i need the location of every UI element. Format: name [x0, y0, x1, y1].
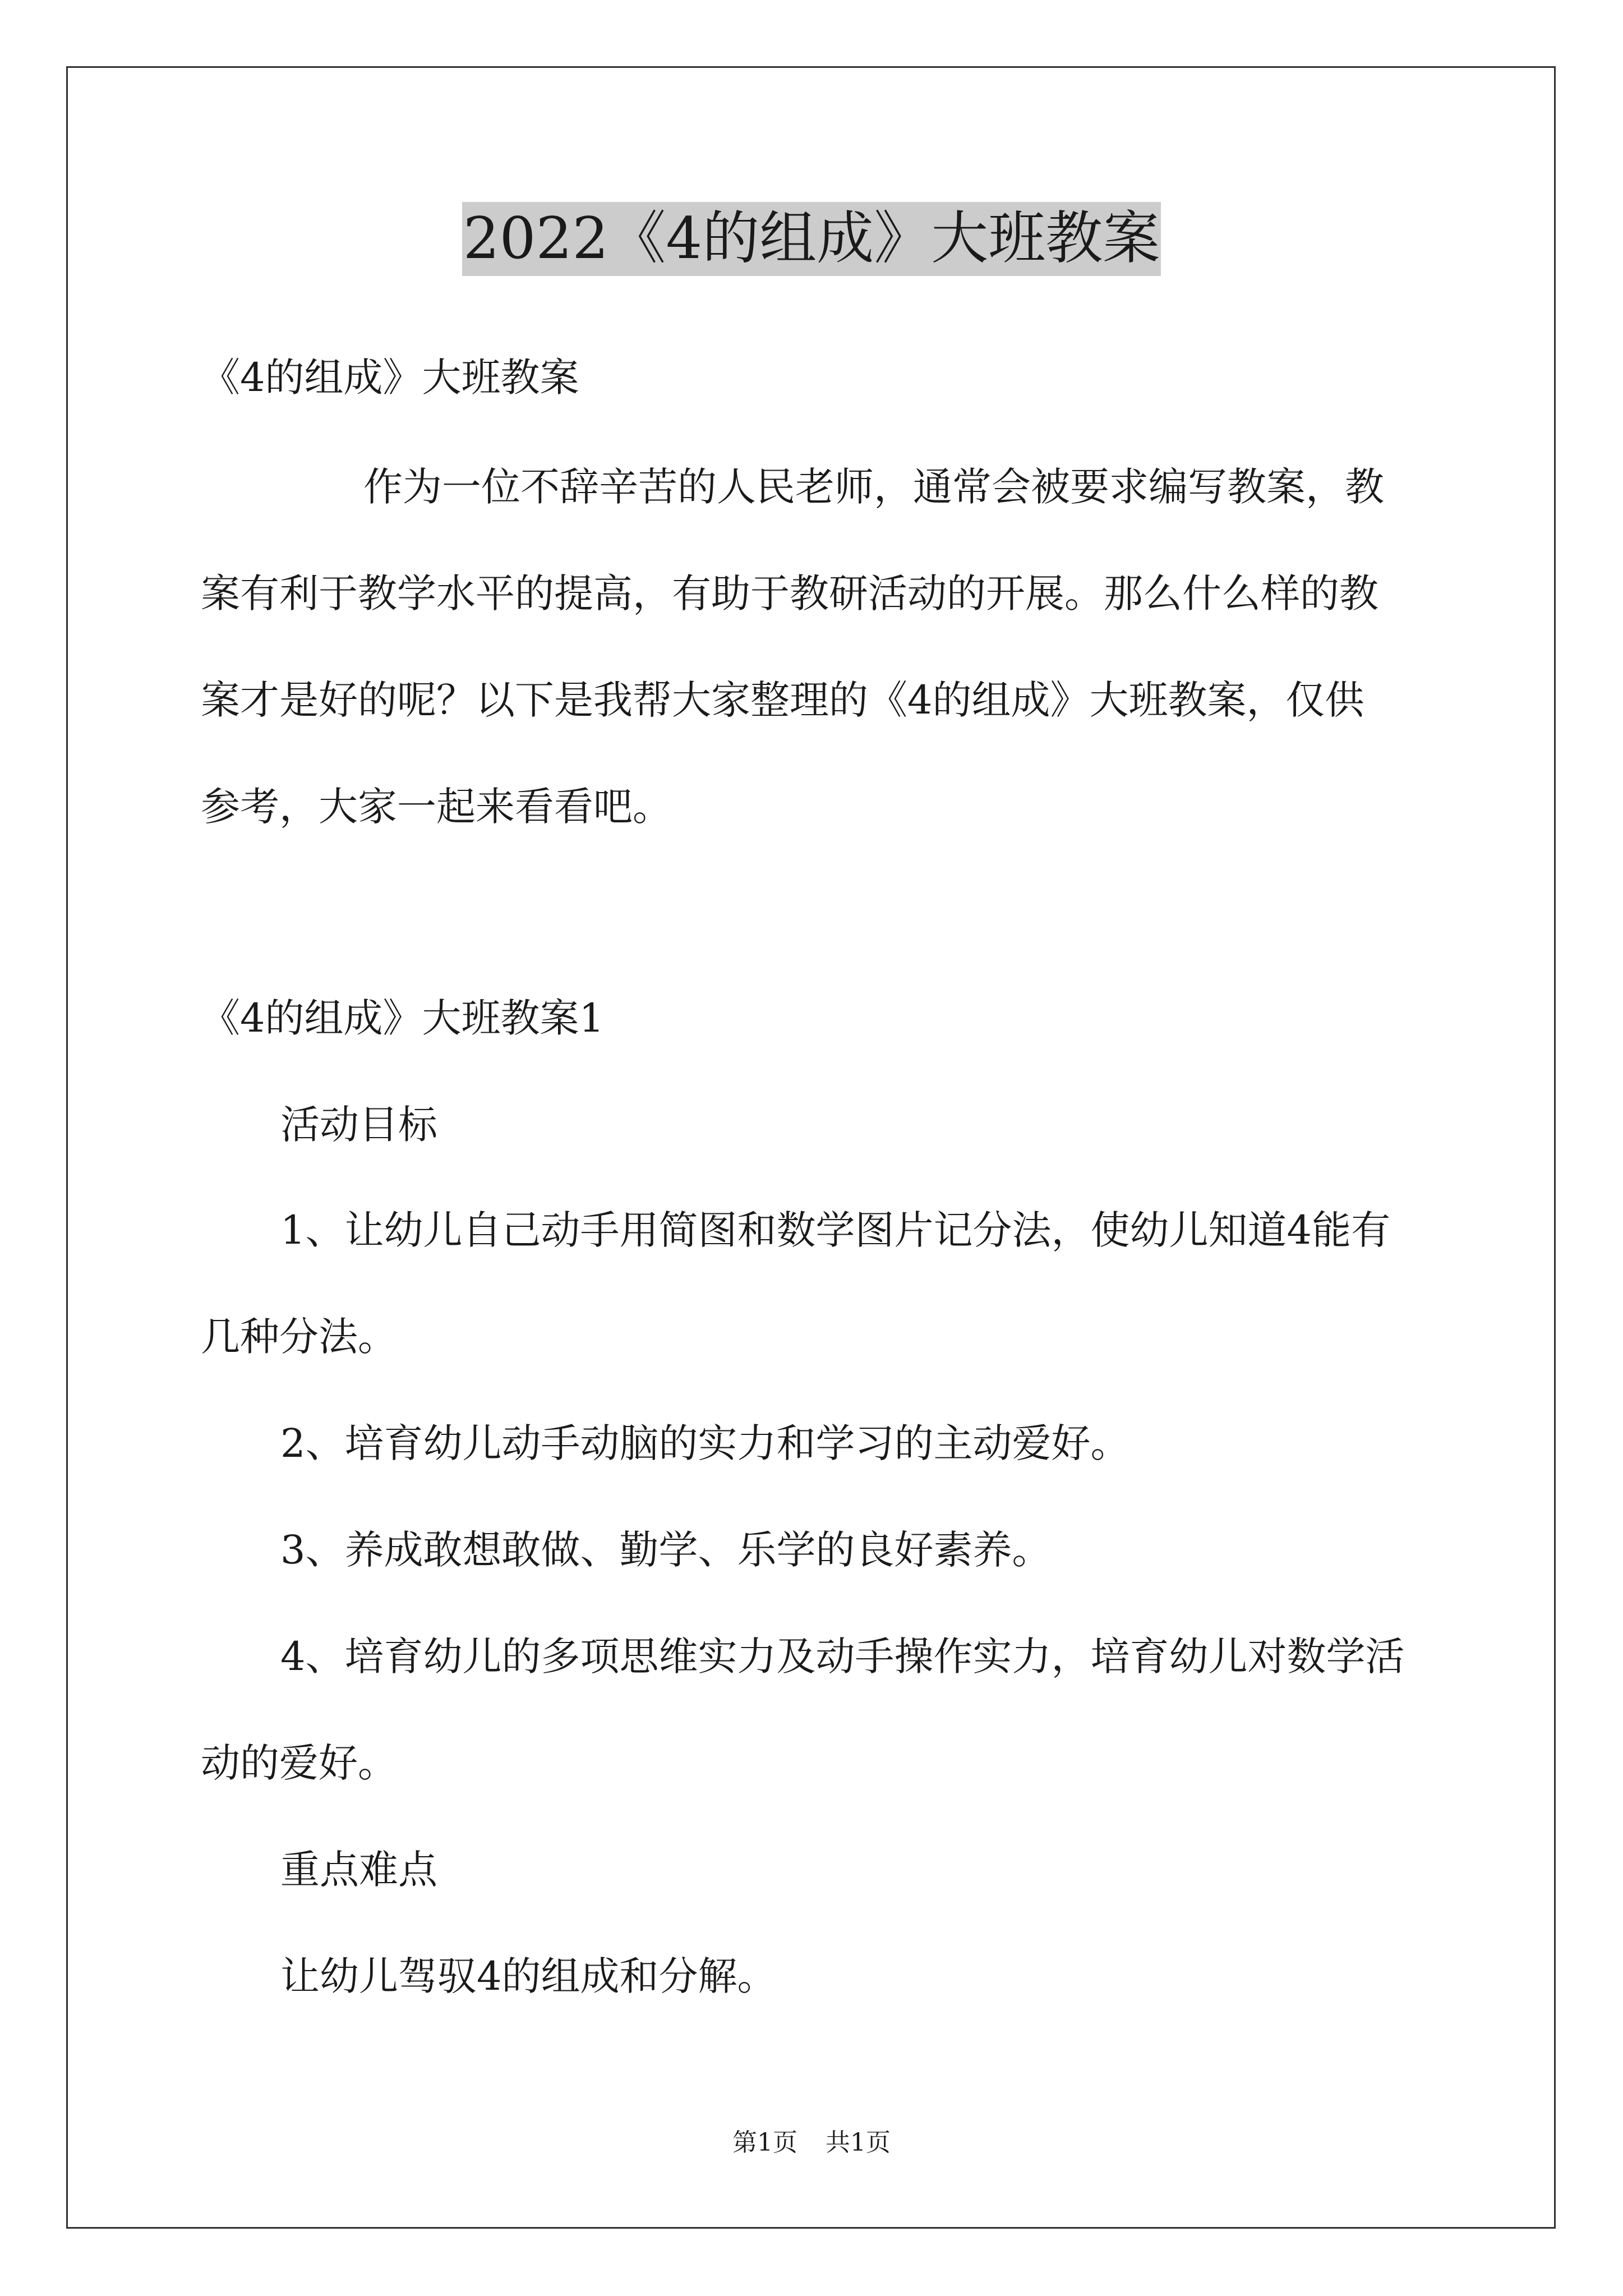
document-subtitle: 《4的组成》大班教案	[201, 355, 579, 401]
page-footer	[0, 2126, 1623, 2160]
title-container	[0, 202, 1623, 276]
key-points-heading: 重点难点	[280, 1847, 437, 1893]
key-points-text: 让幼儿驾驭4的组成和分解。	[280, 1953, 777, 1999]
intro-line-2: 案有利于教学水平的提高，有助于教研活动的开展。那么什么样的教	[201, 570, 1378, 616]
section-title: 《4的组成》大班教案1	[201, 995, 605, 1041]
goal-4-line-1: 4、培育幼儿的多项思维实力及动手操作实力，培育幼儿对数学活	[280, 1634, 1405, 1680]
goals-heading: 活动目标	[280, 1102, 437, 1148]
goal-2: 2、培育幼儿动手动脑的实力和学习的主动爱好。	[280, 1420, 1130, 1466]
intro-line-1: 作为一位不辞辛苦的人民老师，通常会被要求编写教案，教	[363, 464, 1384, 510]
goal-1-line-2: 几种分法。	[201, 1314, 397, 1360]
page-number-current: 第1页	[732, 2128, 797, 2157]
goal-4-line-2: 动的爱好。	[201, 1740, 397, 1786]
goal-1-line-1: 1、让幼儿自己动手用简图和数学图片记分法，使幼儿知道4能有	[280, 1207, 1391, 1253]
document-title: 2022《4的组成》大班教案	[462, 202, 1161, 276]
goal-3: 3、养成敢想敢做、勤学、乐学的良好素养。	[280, 1527, 1052, 1573]
intro-line-3: 案才是好的呢？以下是我帮大家整理的《4的组成》大班教案，仅供	[201, 677, 1364, 723]
page-number-total: 共1页	[826, 2128, 891, 2157]
intro-line-4: 参考，大家一起来看看吧。	[201, 784, 672, 830]
